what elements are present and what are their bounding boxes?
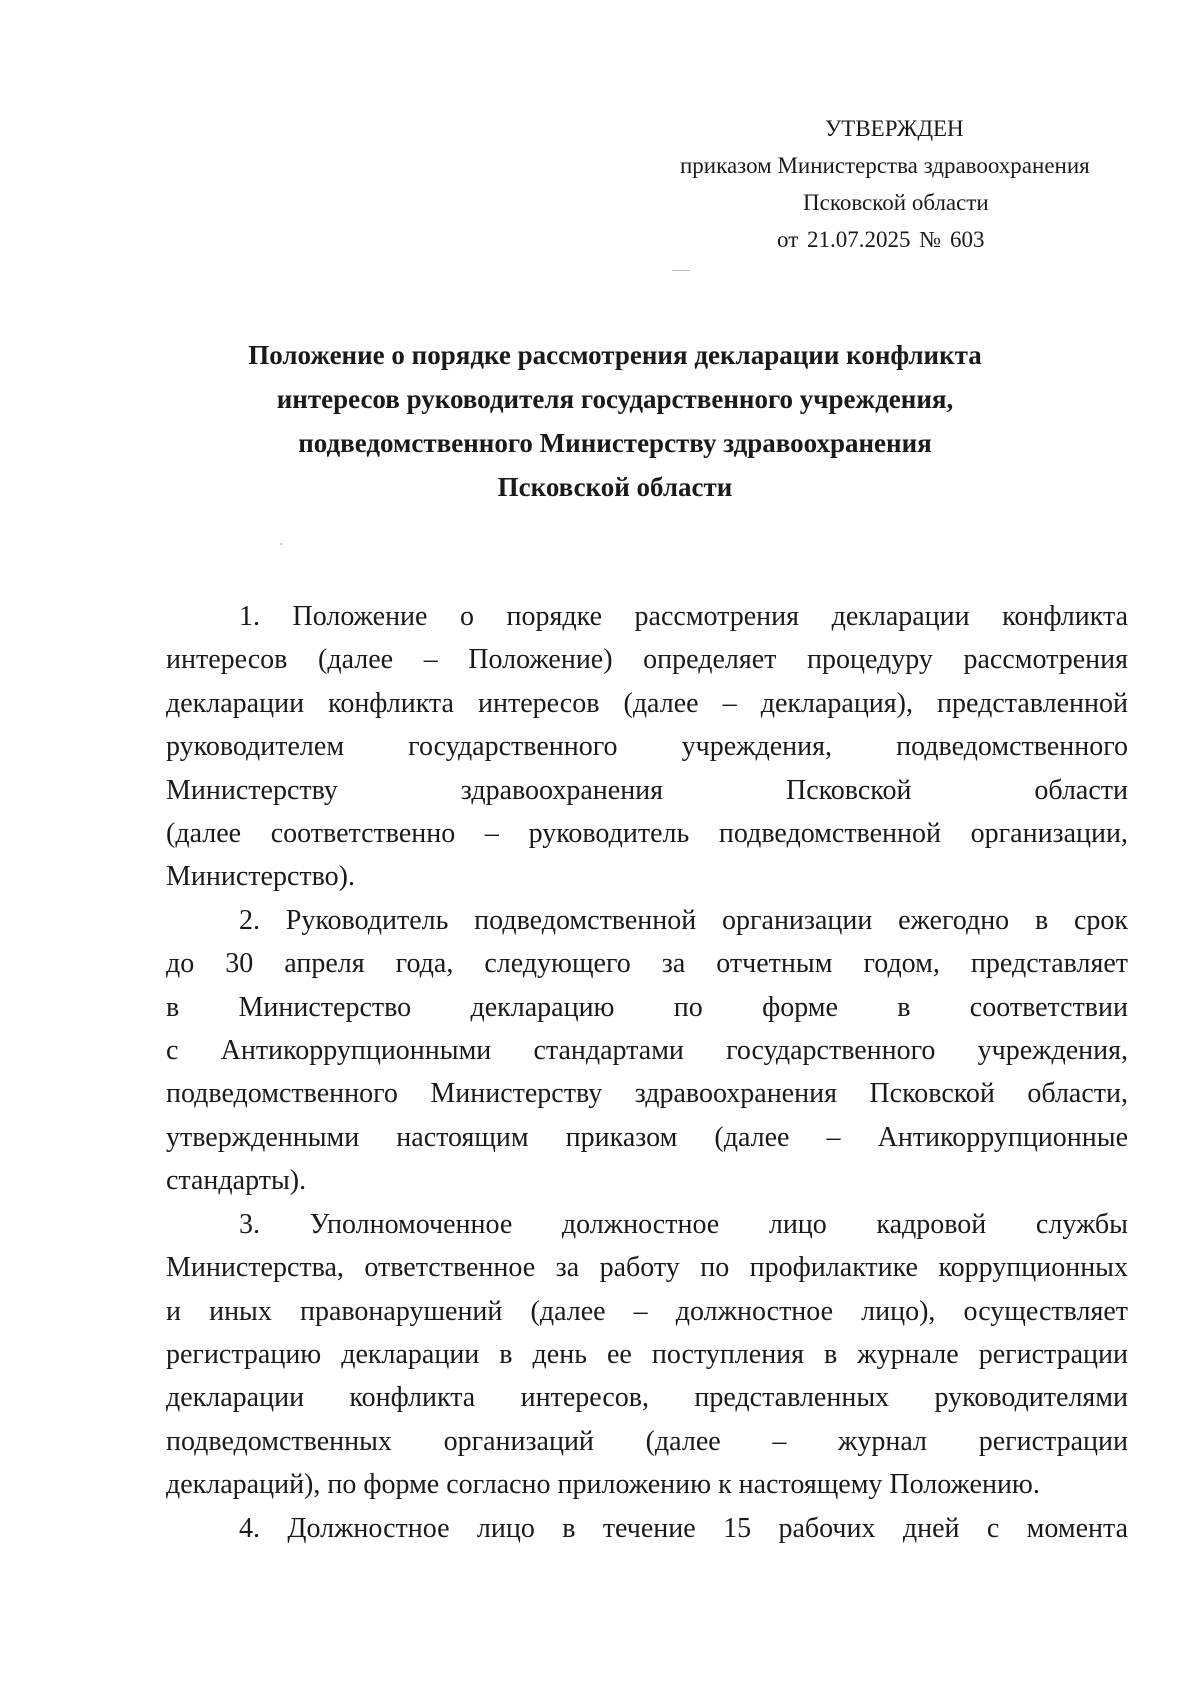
text-line: Министерству здравоохранения Псковской области [166,774,1128,806]
text-line: стандарты). [166,1165,307,1197]
approval-date-number: от 21.07.2025 № 603 [777,227,985,252]
text-line: в Министерство декларацию по форме в соответствии [166,991,1128,1023]
text-line: подведомственного Министерству здравоохранения Псковской области, [166,1078,1128,1110]
text-line: декларации конфликта интересов (далее – декларация), представленной [166,687,1128,719]
paragraph-3 [166,1203,1128,1507]
text-line: (далее соответственно – руководитель подведомственной организации, [166,818,1128,850]
approval-stamp-block [660,110,1120,258]
title-line: подведомственного Министерству здравоохранения [298,428,932,458]
text-line: Министерство). [166,861,355,893]
scan-artifact [672,270,690,271]
approval-order-line: приказом Министерства здравоохранения [680,153,1090,178]
text-line: интересов (далее – Положение) определяет процедуру рассмотрения [166,644,1128,676]
text-line: 1. Положение о порядке рассмотрения декларации конфликта [239,601,1128,632]
text-line: подведомственных организаций (далее – журнал регистрации [166,1425,1128,1457]
text-line: Министерства, ответственное за работу по профилактике коррупционных [166,1252,1128,1284]
text-line: деклараций), по форме согласно приложению к настоящему Положению. [166,1469,1040,1501]
title-line: интересов руководителя государственного учреждения, [276,384,954,414]
text-line: до 30 апреля года, следующего за отчетным годом, представляет [166,948,1128,980]
text-line: с Антикоррупционными стандартами государственного учреждения, [166,1035,1128,1067]
text-line: 4. Должностное лицо в течение 15 рабочих дней с момента [239,1512,1128,1544]
text-line: 2. Руководитель подведомственной организации ежегодно в срок [239,904,1128,936]
text-line: регистрацию декларации в день ее поступления в журнале регистрации [166,1338,1128,1370]
scan-artifact [280,543,282,545]
title-line: Псковской области [497,472,733,502]
approval-region-line: Псковской области [803,190,989,215]
approval-heading: УТВЕРЖДЕН [825,116,964,141]
text-line: и иных правонарушений (далее – должностное лицо), осуществляет [166,1295,1128,1327]
document-body [166,595,1128,1550]
paragraph-1 [166,595,1128,899]
title-line: Положение о порядке рассмотрения декларации конфликта [248,340,982,370]
paragraph-2 [166,899,1128,1203]
text-line: утвержденными настоящим приказом (далее – Антикоррупционные [166,1121,1128,1153]
paragraph-4 [166,1507,1128,1550]
text-line: руководителем государственного учреждения, подведомственного [166,731,1128,763]
document-title [160,333,1070,509]
text-line: декларации конфликта интересов, представленных руководителями [166,1382,1128,1414]
text-line: 3. Уполномоченное должностное лицо кадровой службы [239,1208,1128,1240]
